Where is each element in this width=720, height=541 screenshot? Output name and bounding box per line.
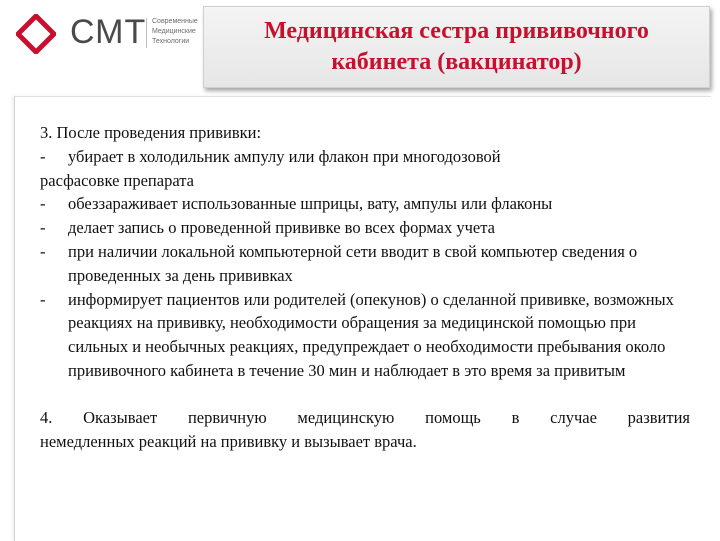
list-item-text: убирает в холодильник ампулу или флакон при многодозовой [68,146,501,166]
logo-subtitle-line: Технологии [152,38,190,45]
page-title-line1: Медицинская сестра прививочного [264,18,649,44]
paragraph-gap [40,383,690,406]
logo-subtitle-line: Медицинские [152,28,196,35]
list-item [40,192,690,216]
list-item [40,288,690,383]
section-4-line2: немедленных реакций на прививку и вызывает врача. [40,431,417,451]
section-3-heading: 3. После проведения прививки: [40,123,262,142]
list-item-text: при наличии локальной компьютерной сети вводит в свой компьютер сведения о проведенных за день прививках [68,241,638,285]
logo-subtitle-line: Современные [152,18,198,25]
list-dash: - [40,289,46,309]
logo-divider [146,18,147,48]
list-dash: - [40,218,46,238]
list-item [40,240,690,288]
list-item-continuation: расфасовке препарата [40,170,194,190]
list-item [40,216,690,240]
logo [12,10,202,54]
list-item-text: обеззараживает использованные шприцы, вату, ампулы или флаконы [68,194,553,214]
list-dash: - [40,241,46,261]
logo-mark-icon [16,14,56,54]
list-item [40,145,690,169]
section-4-line1: 4. Оказывает первичную медицинскую помощь в случае развития [40,407,690,427]
title-box [203,6,710,88]
list-item-text: делает запись о проведенной прививке во всех формах учета [68,218,495,238]
content-body [40,121,690,453]
list-dash: - [40,146,46,166]
list-dash: - [40,194,46,214]
page-title-line2: кабинета (вакцинатор) [331,49,582,75]
list-item-text: информирует пациентов или родителей (опекунов) о сделанной прививке, возможных реакциях на прививку, необходимости обращения за медицинской помощью при сильных и необычных реакциях, предупреждает о необходимости пребывания около прививочного кабинета в течение 30 мин и наблюдает в это время за привитым [68,289,674,380]
logo-text: СМТ [70,13,147,51]
header [0,0,720,95]
